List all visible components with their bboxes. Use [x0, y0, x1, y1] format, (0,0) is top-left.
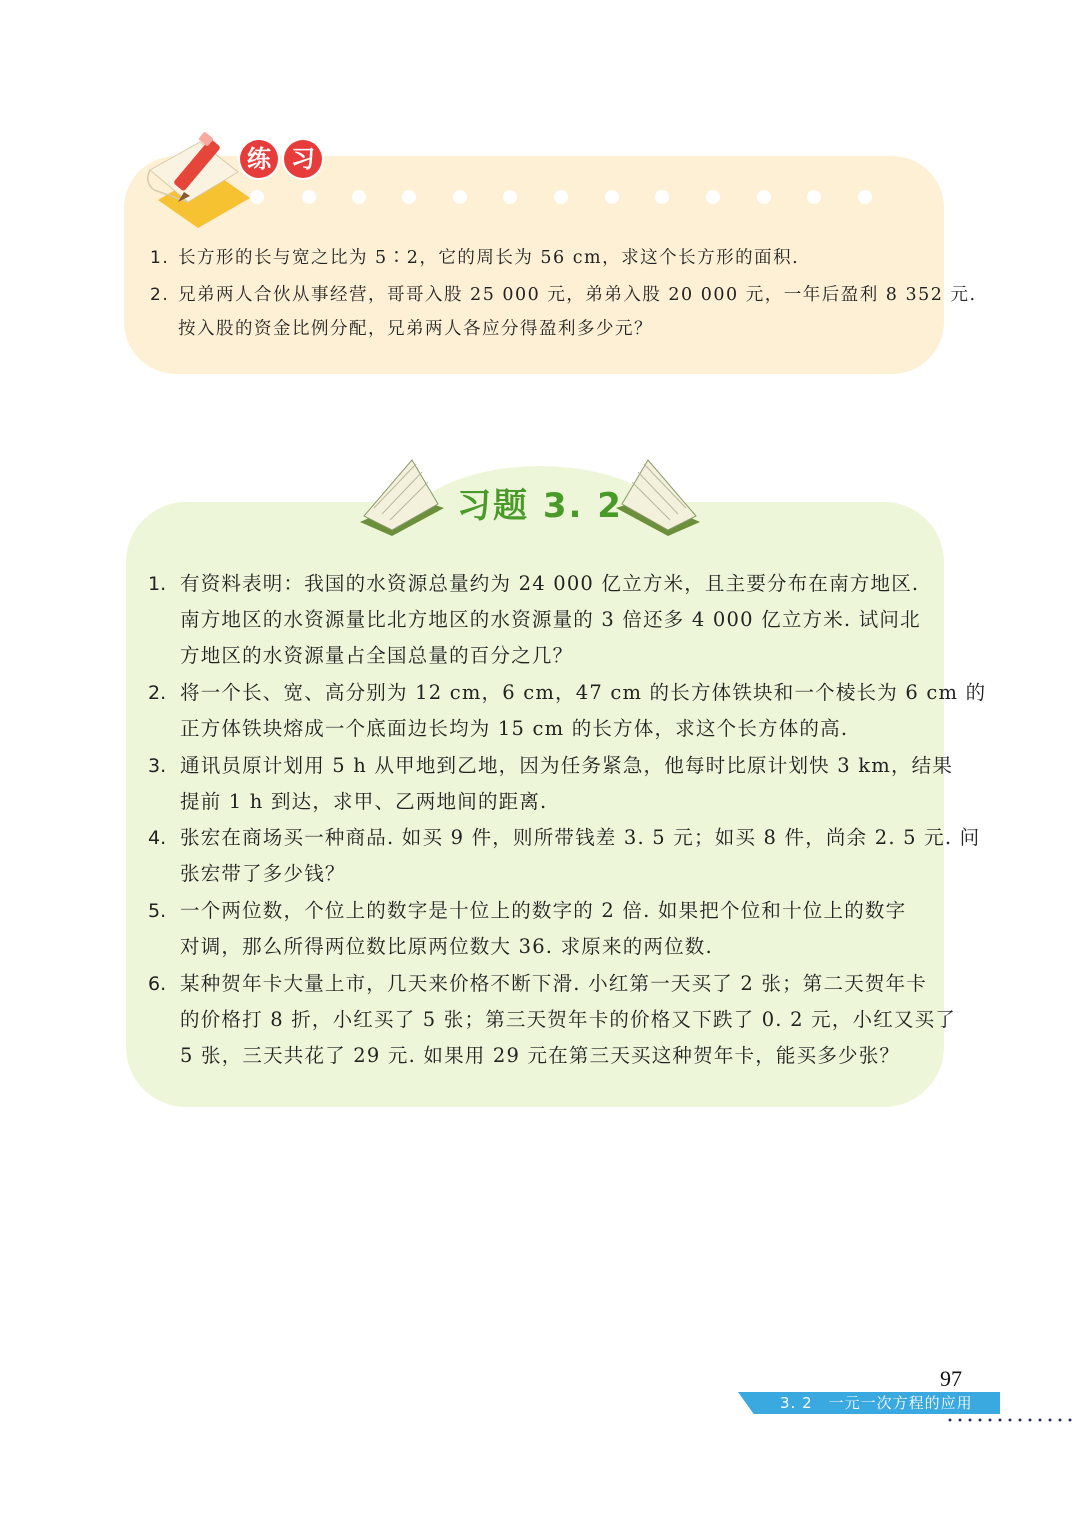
problem-number: 2. — [148, 682, 167, 704]
problem-number: 6. — [148, 973, 167, 995]
practice-item-text: 兄弟两人合伙从事经营，哥哥入股 25 000 元，弟弟入股 20 000 元，一年后盈利 8 352 元. — [178, 285, 977, 305]
practice-title-char: 练 — [240, 140, 278, 178]
problem-2-line: 将一个长、宽、高分别为 12 cm，6 cm，47 cm 的长方体铁块和一个棱长为 6 cm 的 — [180, 681, 987, 704]
open-book-icon — [352, 450, 452, 540]
problem-5-line: 对调，那么所得两位数比原两位数大 36. 求原来的两位数. — [180, 935, 713, 958]
section-footer-label: 3. 2 一元一次方程的应用 — [780, 1394, 973, 1412]
problem-5-line: 一个两位数，个位上的数字是十位上的数字的 2 倍. 如果把个位和十位上的数字 — [180, 899, 907, 922]
footer-dots-decoration — [945, 1418, 1075, 1422]
problem-number: 5. — [148, 900, 167, 922]
practice-title-char: 习 — [284, 140, 322, 178]
problem-1-line: 南方地区的水资源量比北方地区的水资源量的 3 倍还多 4 000 亿立方米. 试问北 — [180, 608, 921, 631]
problem-3-line: 通讯员原计划用 5 h 从甲地到乙地，因为任务紧急，他每时比原计划快 3 km，结果 — [180, 754, 954, 777]
problem-2-line: 正方体铁块熔成一个底面边长均为 15 cm 的长方体，求这个长方体的高. — [180, 717, 849, 740]
practice-item-2 — [150, 280, 977, 310]
practice-item-number: 1. — [150, 248, 170, 268]
problem-1-line: 方地区的水资源量占全国总量的百分之几？ — [180, 644, 574, 667]
exercise-title: 习题 3. 2 — [457, 486, 623, 526]
practice-item-number: 2. — [150, 285, 170, 305]
practice-dots-decoration — [250, 190, 890, 204]
problem-6-line: 的价格打 8 折，小红买了 5 张；第三天贺年卡的价格又下跌了 0. 2 元，小红又买了 — [180, 1008, 957, 1031]
practice-item-text: 长方形的长与宽之比为 5∶2，它的周长为 56 cm，求这个长方形的面积. — [178, 248, 800, 268]
problem-number: 1. — [148, 573, 167, 595]
practice-item-1 — [150, 243, 799, 273]
problem-1-line: 有资料表明：我国的水资源总量约为 24 000 亿立方米，且主要分布在南方地区. — [180, 572, 920, 595]
page-number: 97 — [940, 1366, 962, 1391]
problem-6-line: 5 张，三天共花了 29 元. 如果用 29 元在第三天买这种贺年卡，能买多少张？ — [180, 1044, 901, 1067]
problem-4-line: 张宏在商场买一种商品. 如买 9 件，则所带钱差 3. 5 元；如买 8 件，尚余 2. 5 元. 问 — [180, 826, 981, 849]
problem-6-line: 某种贺年卡大量上市，几天来价格不断下滑. 小红第一天买了 2 张；第二天贺年卡 — [180, 972, 928, 995]
problem-4-line: 张宏带了多少钱？ — [180, 862, 346, 885]
problem-number: 3. — [148, 755, 167, 777]
pencil-paper-icon — [140, 130, 255, 230]
problem-number: 4. — [148, 827, 167, 849]
practice-item-text: 按入股的资金比例分配，兄弟两人各应分得盈利多少元？ — [178, 319, 653, 339]
problem-3-line: 提前 1 h 到达，求甲、乙两地间的距离. — [180, 790, 548, 813]
